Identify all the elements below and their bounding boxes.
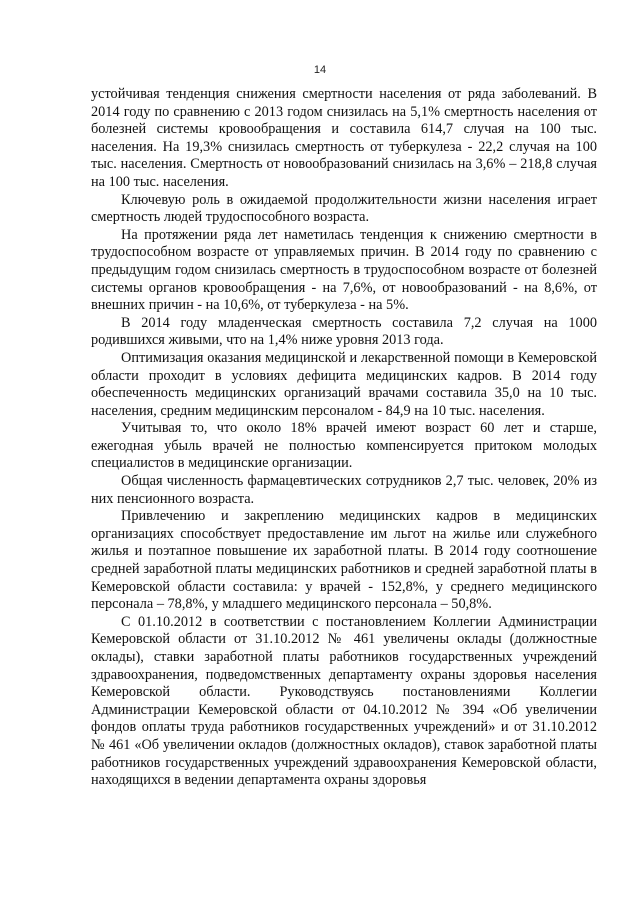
- page-number: 14: [313, 64, 327, 76]
- paragraph: Ключевую роль в ожидаемой продолжительности жизни населения играет смертность людей трудоспособного возраста.: [91, 191, 597, 226]
- paragraph: Оптимизация оказания медицинской и лекарственной помощи в Кемеровской области проходит в условиях дефицита медицинских кадров. В 2014 году обеспеченность медицинских организаций врачами составила 35,0 на 10 тыс. населения, средним медицинским персоналом - 84,9 на 10 тыс. населения.: [91, 349, 597, 419]
- paragraph: На протяжении ряда лет наметилась тенденция к снижению смертности в трудоспособном возрасте от управляемых причин. В 2014 году по сравнению с предыдущим годом снизилась смертность в трудоспособном возрасте от болезней системы органов кровообращения - на 7,6%, от новообразований - на 8,6%, от внешних причин - на 10,6%, от туберкулеза - на 5%.: [91, 226, 597, 314]
- paragraph: Общая численность фармацевтических сотрудников 2,7 тыс. человек, 20% из них пенсионного возраста.: [91, 473, 597, 507]
- paragraph: Учитывая то, что около 18% врачей имеют возраст 60 лет и старше, ежегодная убыль врачей не полностью компенсируется притоком молодых специалистов в медицинские организации.: [91, 420, 597, 472]
- paragraph: В 2014 году младенческая смертность составила 7,2 случая на 1000 родившихся живыми, что на 1,4% ниже уровня 2013 года.: [91, 314, 597, 349]
- paragraph: Привлечению и закреплению медицинских кадров в медицинских организациях способствует предоставление им льгот на жилье или служебного жилья и поэтапное повышение их заработной платы. В 2014 году соотношение средней заработной платы медицинских работников и средней заработной платы в Кемеровской области составила: у врачей - 152,8%, у среднего медицинского персонала – 78,8%, у младшего медицинского персонала – 50,8%.: [91, 508, 597, 613]
- paragraph-continued: устойчивая тенденция снижения смертности населения от ряда заболеваний. В 2014 году по сравнению с 2013 годом снизилась на 5,1% смертность населения от болезней системы кровообращения и составила 614,7 случая на 100 тыс. населения. На 19,3% снизилась смертность от туберкулеза - 22,2 случая на 100 тыс. населения. Смертность от новообразований снизилась на 3,6% – 218,8 случая на 100 тыс. населения.: [91, 86, 597, 190]
- body-text: [91, 86, 597, 790]
- paragraph: С 01.10.2012 в соответствии с постановлением Коллегии Администрации Кемеровской области от 31.10.2012 № 461 увеличены оклады (должностные оклады), ставки заработной платы работников государственных учреждений здравоохранения, подведомственных департаменту охраны здоровья населения Кемеровской области. Руководствуясь постановлениями Коллегии Администрации Кемеровской области от 04.10.2012 № 394 «Об увеличении фондов оплаты труда работников государственных учреждений» и от 31.10.2012 № 461 «Об увеличении окладов (должностных окладов), ставок заработной платы работников государственных учреждений здравоохранения Кемеровской области, находящихся в ведении департамента охраны здоровья: [91, 613, 597, 789]
